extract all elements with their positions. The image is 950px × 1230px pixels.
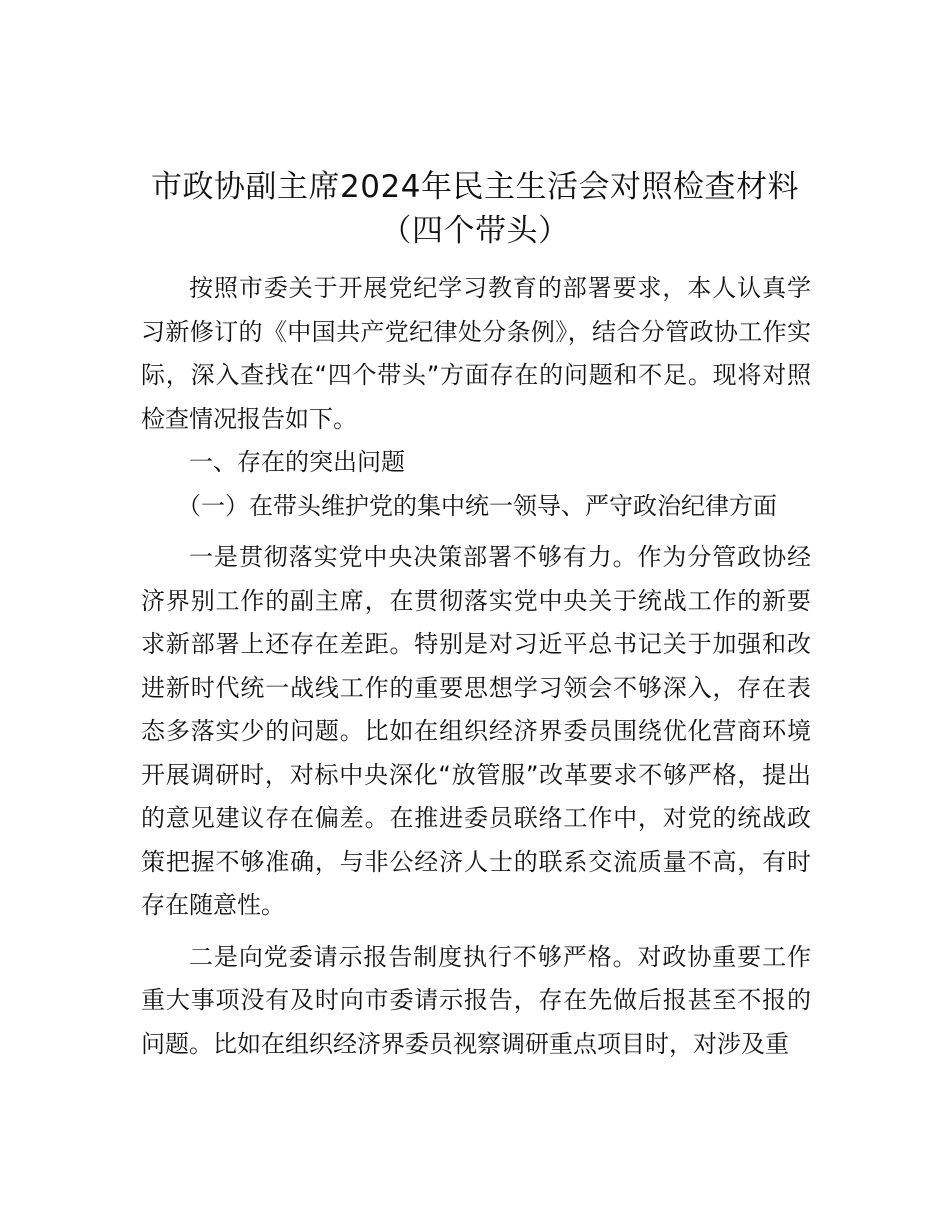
intro-paragraph: 按照市委关于开展党纪学习教育的部署要求，本人认真学习新修订的《中国共产党纪律处分条例》，结合分管政协工作实际，深入查找在“四个带头”方面存在的问题和不足。现将对照检查情况报告如下。 [141,274,811,433]
section-heading: 一、存在的突出问题 [189,448,405,476]
point-one-paragraph: 一是贯彻落实党中央决策部署不够有力。作为分管政协经济界别工作的副主席，在贯彻落实党中央关于统战工作的新要求新部署上还存在差距。特别是对习近平总书记关于加强和改进新时代统一战线工作的重要思想学习领会不够深入，存在表态多落实少的问题。比如在组织经济界委员围绕优化营商环境开展调研时，对标中央深化“放管服”改革要求不够严格，提出的意见建议存在偏差。在推进委员联络工作中，对党的统战政策把握不够准确，与非公经济人士的联系交流质量不高，有时存在随意性。 [141,543,811,919]
document-body [141,267,811,1066]
subsection-heading: （一）在带头维护党的集中统一领导、严守政治纪律方面 [177,491,777,520]
document-title: 市政协副主席2024年民主生活会对照检查材料（四个带头） [151,169,799,249]
point-two-paragraph: 二是向党委请示报告制度执行不够严格。对政协重要工作重大事项没有及时向市委请示报告，存在先做后报甚至不报的问题。比如在组织经济界委员视察调研重点项目时，对涉及重 [141,942,811,1058]
